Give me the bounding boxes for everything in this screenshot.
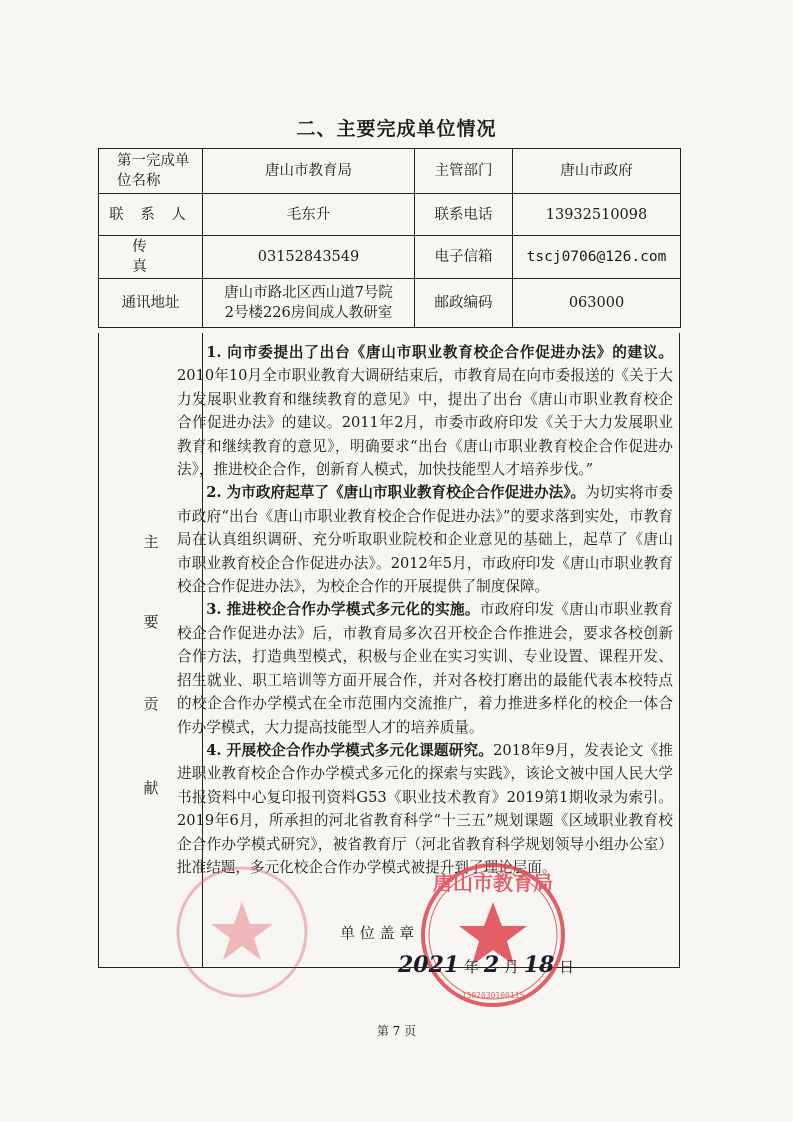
unit-name-label: 第一完成单位名称 xyxy=(99,149,203,194)
seal-text: 唐山市教育局 xyxy=(433,871,553,895)
date-day: 18 xyxy=(523,952,555,978)
item-heading: 1. 向市委提出了出台《唐山市职业教育校企合作促进办法》的建议。 xyxy=(206,344,673,361)
item-body: 为切实将市委市政府“出台《唐山市职业教育校企合作促进办法》”的要求落到实处，市教育局在认真组织调研、充分听取职业院校和企业意见的基础上，起草了《唐山市职业教育校企合作促进办法》。2012年5月，市政府印发《唐山市职业教育校企合作促进办法》，为校企合作的开展提供了制度保障。 xyxy=(177,484,673,596)
fax-label: 传 真 xyxy=(99,236,203,279)
date-day-suffix: 日 xyxy=(559,958,575,976)
date-year: 2021 xyxy=(398,952,460,978)
address-line-1: 唐山市路北区西山道7号院 xyxy=(224,285,393,301)
table-row xyxy=(99,236,681,279)
phone-value: 13932510098 xyxy=(513,194,681,236)
postcode-label: 邮政编码 xyxy=(415,279,513,328)
contribution-item xyxy=(177,341,673,481)
table-row xyxy=(99,149,681,194)
page-number: 第 7 页 xyxy=(376,1024,417,1038)
postcode-value: 063000 xyxy=(513,279,681,328)
contact-person-value: 毛东升 xyxy=(203,194,415,236)
table-row xyxy=(99,194,681,236)
phone-label: 联系电话 xyxy=(415,194,513,236)
side-label-char: 主 xyxy=(143,533,159,551)
item-heading: 2. 为市政府起草了《唐山市职业教育校企合作促进办法》。 xyxy=(206,484,586,502)
seal-label: 单 位 盖 章 xyxy=(340,924,415,942)
address-line-2: 2号楼226房间成人教研室 xyxy=(224,305,393,321)
email-value: tscj0706@126.com xyxy=(513,236,681,279)
address-value xyxy=(203,279,415,328)
side-label-char: 贡 xyxy=(143,695,159,713)
contribution-item xyxy=(177,598,673,738)
date-month: 2 xyxy=(483,952,500,978)
table-row xyxy=(99,279,681,328)
unit-name-value: 唐山市教育局 xyxy=(203,149,415,194)
seal-number: 1302030100115 xyxy=(461,991,525,1000)
item-body: 2010年10月全市职业教育大调研结束后，市教育局在向市委报送的《关于大力发展职业教育和继续教育的意见》中，提出了出台《唐山市职业教育校企合作促进办法》的建议。2011年2月，市委市政府印发《关于大力发展职业教育和继续教育的意见》，明确要求“出台《唐山市职业教育校企合作促进办法》，推进校企合作，创新育人模式，加快技能型人才培养步伐。” xyxy=(177,367,673,479)
contribution-item xyxy=(177,481,673,598)
fax-value: 03152843549 xyxy=(203,236,415,279)
contribution-item xyxy=(177,739,673,879)
supervisor-value: 唐山市政府 xyxy=(513,149,681,194)
item-body: 市政府印发《唐山市职业教育校企合作促进办法》后，市教育局多次召开校企合作推进会，要求各校创新合作方法，打造典型模式，积极与企业在实习实训、专业设置、课程开发、招生就业、职工培训等方面开展合作，并对各校打磨出的最能代表本校特点的校企合作办学模式在全市范围内交流推广，着力推进多样化的校企一体合作办学模式，大力提高技能型人才的培养质量。 xyxy=(177,601,673,736)
date-year-suffix: 年 xyxy=(464,958,480,976)
item-heading: 3. 推进校企合作办学模式多元化的实施。 xyxy=(206,601,480,619)
faded-stamp-icon xyxy=(172,862,312,1002)
item-heading: 4. 开展校企合作办学模式多元化课题研究。 xyxy=(206,741,494,759)
date-month-suffix: 月 xyxy=(503,958,519,976)
email-label: 电子信箱 xyxy=(415,236,513,279)
contact-person-label: 联 系 人 xyxy=(99,194,203,236)
item-body: 2018年9月，发表论文《推进职业教育校企合作办学模式多元化的探索与实践》，该论文被中国人民大学书报资料中心复印报刊资料G53《职业技术教育》2019第1期收录为索引。2019年6月，所承担的河北省教育科学“十三五”规划课题《区域职业教育校企合作办学模式研究》，被省教育厅（河北省教育科学规划领导小组办公室）批准结题，多元化校企合作办学模式被提升到了理论层面。 xyxy=(177,741,673,876)
unit-info-table xyxy=(98,148,681,328)
contribution-text xyxy=(177,341,673,879)
side-label-char: 要 xyxy=(143,613,159,631)
side-label-char: 献 xyxy=(143,779,159,797)
sign-date xyxy=(398,952,574,978)
address-label: 通讯地址 xyxy=(99,279,203,328)
official-seal-icon xyxy=(418,860,568,1010)
section-title: 二、主要完成单位情况 xyxy=(296,118,497,140)
supervisor-label: 主管部门 xyxy=(415,149,513,194)
